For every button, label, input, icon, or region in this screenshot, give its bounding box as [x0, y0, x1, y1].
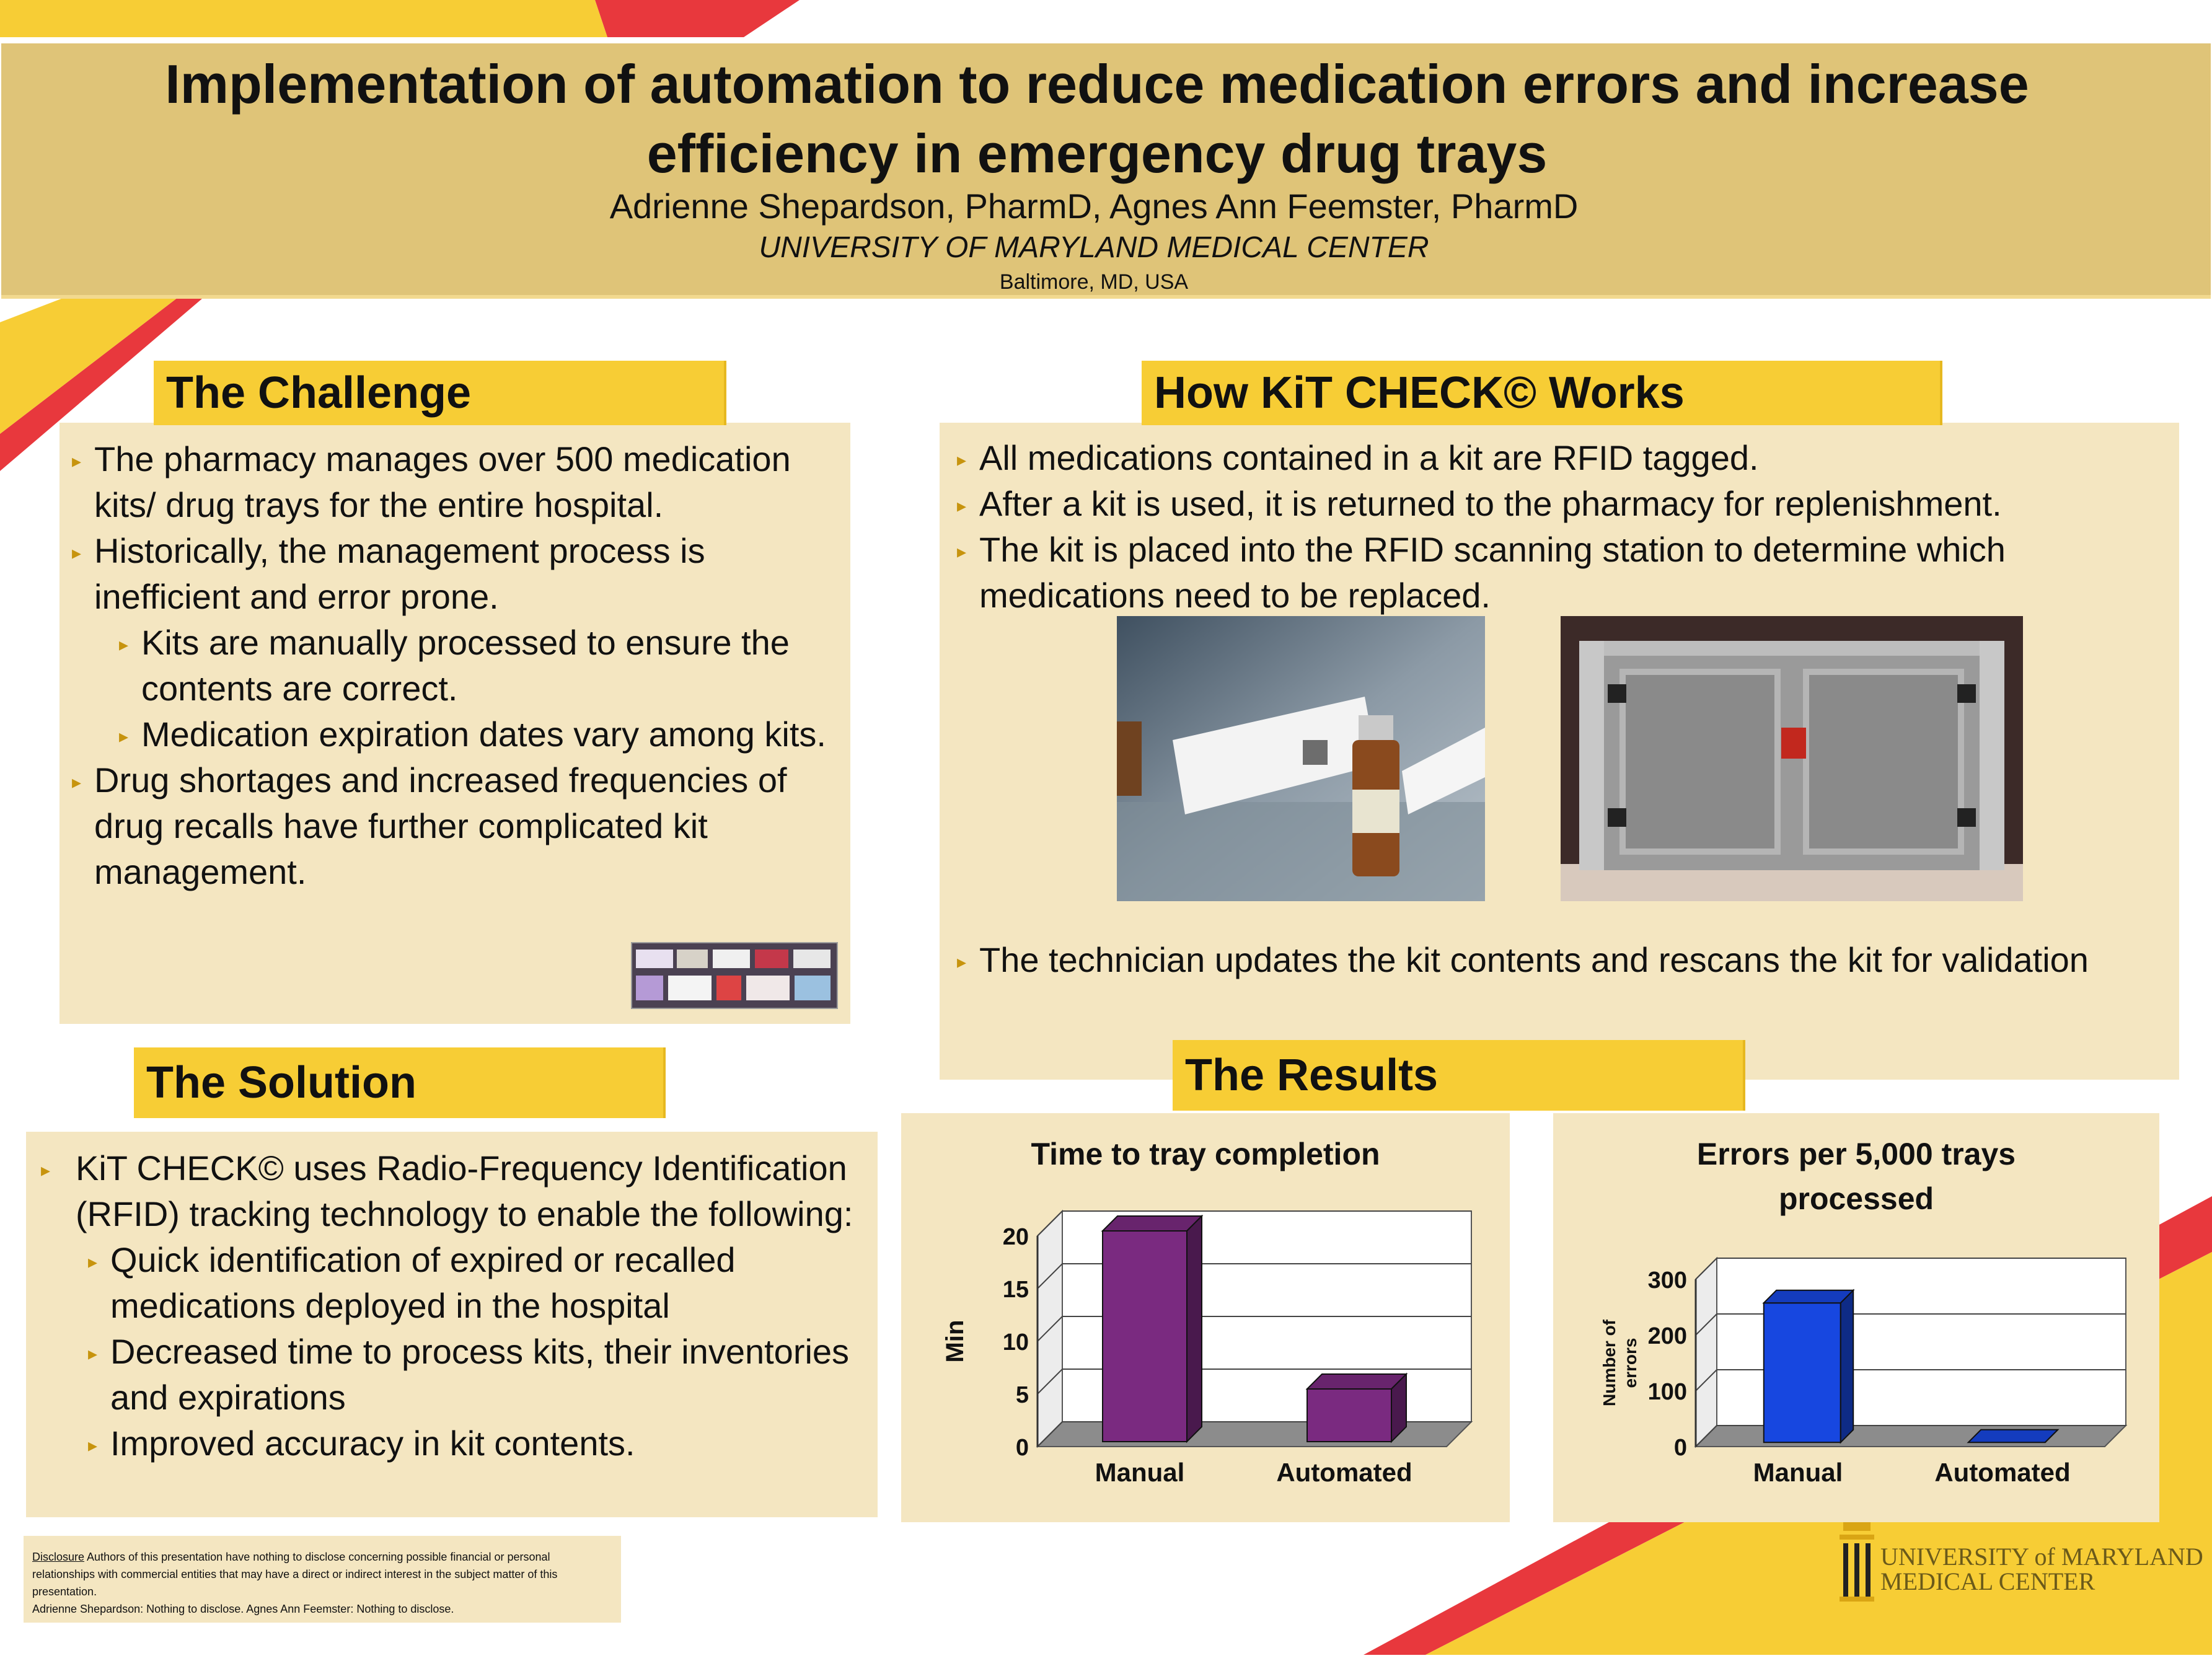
- rfid-scanning-station-photo: [1561, 616, 2023, 901]
- challenge-item-text: The pharmacy manages over 500 medication kits/ drug trays for the entire hospital.: [94, 439, 791, 524]
- how-item: [957, 435, 2154, 481]
- y-axis-title: [941, 1320, 969, 1363]
- y-axis-title-line: Min: [941, 1320, 969, 1363]
- y-tick-label: 100: [1647, 1379, 1687, 1405]
- logo-line-1: UNIVERSITY of MARYLAND: [1880, 1543, 2203, 1571]
- bar-top: [1103, 1216, 1202, 1231]
- challenge-item: [72, 528, 838, 620]
- chart-side-wall: [1696, 1258, 1717, 1447]
- solution-panel: [26, 1132, 878, 1517]
- challenge-item-text: Drug shortages and increased frequencies of drug recalls have further complicated kit management.: [94, 760, 787, 891]
- bar-top: [1307, 1374, 1406, 1389]
- drug-tray-thumbnail: [631, 942, 838, 1009]
- poster-title: Implementation of automation to reduce medication errors and increase efficiency in emergency drug trays: [165, 53, 2029, 184]
- how-it-works-panel: [940, 423, 2179, 1080]
- y-tick-label: 5: [1015, 1382, 1029, 1408]
- solution-item-text: Decreased time to process kits, their inventories and expirations: [110, 1332, 850, 1417]
- challenge-heading: The Challenge: [154, 361, 726, 425]
- challenge-subitem: [72, 712, 838, 757]
- bullet-icon: ▸: [88, 1435, 98, 1456]
- y-axis-title-line: Number of: [1600, 1320, 1619, 1406]
- disclosure-label: Disclosure: [32, 1551, 85, 1563]
- umm-shield-logo-icon: [1838, 1522, 1875, 1603]
- challenge-item-text: Medication expiration dates vary among kits.: [141, 715, 826, 754]
- challenge-item-text: Kits are manually processed to ensure the contents are correct.: [141, 623, 790, 708]
- bullet-icon: ▸: [957, 952, 967, 972]
- y-axis-title-line: errors: [1621, 1338, 1640, 1388]
- poster-institution: UNIVERSITY OF MARYLAND MEDICAL CENTER: [759, 231, 1429, 264]
- solution-item: [41, 1145, 865, 1237]
- bullet-icon: ▸: [41, 1160, 51, 1181]
- solution-item-text: KiT CHECK© uses Radio-Frequency Identification (RFID) tracking technology to enable the following:: [76, 1148, 853, 1233]
- bar-top: [1764, 1290, 1853, 1303]
- how-item-text: The technician updates the kit contents and rescans the kit for validation: [979, 940, 2089, 979]
- challenge-item: [72, 436, 838, 528]
- header-top-band: [0, 0, 2212, 43]
- challenge-item: [72, 757, 838, 895]
- how-it-works-list-bottom: [957, 937, 2135, 983]
- disclosure-names: Adrienne Shepardson: Nothing to disclose. Agnes Ann Feemster: Nothing to disclose.: [32, 1603, 454, 1615]
- bar-side: [1841, 1290, 1853, 1442]
- bullet-icon: ▸: [957, 542, 967, 562]
- y-tick-label: 0: [1015, 1435, 1029, 1461]
- solution-subitem: [41, 1329, 865, 1421]
- how-item-text: After a kit is used, it is returned to the pharmacy for replenishment.: [979, 484, 2002, 523]
- challenge-panel: [59, 423, 850, 1024]
- drug-tray-image: [632, 943, 837, 1008]
- poster-authors: Adrienne Shepardson, PharmD, Agnes Ann Feemster, PharmD: [609, 187, 1579, 226]
- solution-list: [26, 1132, 878, 1466]
- bullet-icon: ▸: [72, 543, 82, 563]
- solution-item-text: Improved accuracy in kit contents.: [110, 1424, 635, 1463]
- time-chart: [901, 1200, 1510, 1522]
- bullet-icon: ▸: [957, 450, 967, 470]
- how-item-text: The kit is placed into the RFID scanning station to determine which medications need to be replaced.: [979, 530, 2006, 615]
- challenge-list: [59, 423, 850, 895]
- y-tick-label: 15: [1002, 1277, 1029, 1303]
- y-tick-label: 300: [1647, 1267, 1687, 1294]
- disclosure-box: [24, 1536, 621, 1623]
- umm-logo-text: [1880, 1545, 2203, 1594]
- chart-floor: [1696, 1426, 2126, 1447]
- y-axis-title: [1600, 1319, 1640, 1406]
- bullet-icon: ▸: [72, 451, 82, 472]
- solution-subitem: [41, 1421, 865, 1466]
- logo-line-2: MEDICAL CENTER: [1880, 1567, 2095, 1595]
- bullet-icon: ▸: [88, 1344, 98, 1364]
- bar-side: [1187, 1216, 1202, 1442]
- solution-item-text: Quick identification of expired or recalled medications deployed in the hospital: [110, 1240, 736, 1325]
- x-category-label: Manual: [1095, 1458, 1185, 1487]
- poster-location: Baltimore, MD, USA: [999, 270, 1189, 294]
- x-category-label: Automated: [1934, 1458, 2071, 1487]
- bar-front: [1764, 1303, 1841, 1442]
- errors-chart: [1553, 1225, 2159, 1522]
- y-tick-label: 0: [1673, 1435, 1687, 1461]
- challenge-item-text: Historically, the management process is inefficient and error prone.: [94, 531, 705, 616]
- y-tick-label: 20: [1002, 1224, 1029, 1250]
- time-chart-title: Time to tray completion: [1031, 1137, 1380, 1171]
- errors-chart-panel: [1553, 1113, 2159, 1522]
- how-it-works-list: [940, 423, 2179, 619]
- bullet-icon: ▸: [119, 635, 129, 655]
- y-tick-label: 10: [1002, 1329, 1029, 1355]
- how-item: [957, 937, 2135, 983]
- how-it-works-heading: How KiT CHECK© Works: [1142, 361, 1942, 425]
- x-category-label: Manual: [1753, 1458, 1843, 1487]
- bullet-icon: ▸: [88, 1252, 98, 1272]
- x-category-label: Automated: [1276, 1458, 1412, 1487]
- bar-front: [1103, 1231, 1187, 1442]
- how-item: [957, 481, 2154, 527]
- rfid-vial-photo: [1117, 616, 1485, 901]
- results-heading: The Results: [1173, 1040, 1745, 1111]
- bar-top: [1968, 1430, 2058, 1442]
- disclosure-text: Authors of this presentation have nothing to disclose concerning possible financial or personal relationships with commercial entities that may have a direct or indirect interest in the subject matter of this presentation.: [32, 1551, 558, 1598]
- solution-subitem: [41, 1237, 865, 1329]
- bar-front: [1307, 1389, 1391, 1442]
- how-item-text: All medications contained in a kit are RFID tagged.: [979, 438, 1759, 477]
- y-tick-label: 200: [1647, 1323, 1687, 1349]
- time-chart-panel: [901, 1113, 1510, 1522]
- errors-chart-title: Errors per 5,000 trays processed: [1696, 1137, 2016, 1216]
- bullet-icon: ▸: [72, 772, 82, 793]
- challenge-subitem: [72, 620, 838, 712]
- solution-heading: The Solution: [134, 1047, 666, 1118]
- bullet-icon: ▸: [957, 496, 967, 516]
- bullet-icon: ▸: [119, 726, 129, 747]
- how-item: [957, 527, 2154, 619]
